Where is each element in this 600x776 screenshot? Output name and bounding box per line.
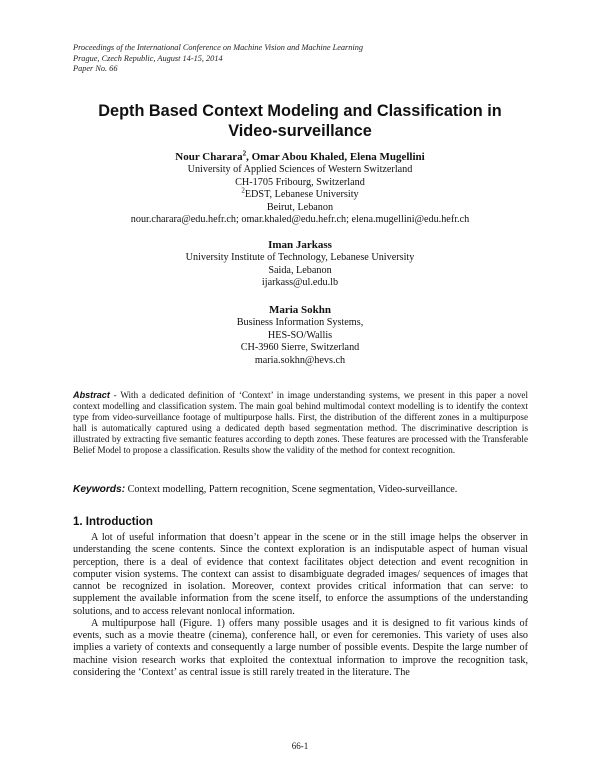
abstract-label: Abstract <box>73 390 110 400</box>
keywords <box>73 484 528 496</box>
keywords-label: Keywords: <box>73 484 126 495</box>
author-name-2: Iman Jarkass <box>268 239 332 251</box>
author-emails: nour.charara@edu.hefr.ch; omar.khaled@edu.hefr.ch; elena.mugellini@edu.hefr.ch <box>130 214 470 226</box>
paragraph: A lot of useful information that doesn’t appear in the scene or in the still image helps the observer in understanding the scene contents. Since the context exploration is an indisputable aspect of human visual perception, there is a deal of evidence that context facilitates object detection and event recognition in computer vision systems. The context can assist to disambiguate degraded images/ sequences of images that cannot be recognized in isolation. Moreover, context provides critical information that can serve: to supplement the available information from the scene itself, to enforce the assumptions of the understanding solutions, and to access relevant nonlocal information. <box>73 532 528 617</box>
author-email: maria.sokhn@hevs.ch <box>254 354 346 366</box>
paper-title <box>60 101 540 141</box>
header-line-paper-no: Paper No. 66 <box>73 64 118 73</box>
affiliation-line: University Institute of Technology, Lebanese University <box>185 252 415 263</box>
page-number: 66-1 <box>291 741 309 751</box>
author-block-3 <box>60 304 540 367</box>
author-name-3: Maria Sokhn <box>268 304 332 316</box>
affiliation-line: Business Information Systems, <box>236 317 364 328</box>
title-line-1: Depth Based Context Modeling and Classification in <box>98 102 502 120</box>
paragraph: A multipurpose hall (Figure. 1) offers many possible usages and it is designed to fit various kinds of events, such as a movie theatre (cinema), conference hall, or even for ceremonies. This variety of uses also implies a variety of contexts and consequently a large number of possible events. Despite the large number of machine vision research works that exploited the contextual information to improve the recognition task, considering the ‘Context’ as central issue is still rarely treated in the literature. The <box>73 617 528 678</box>
affiliation-line: Beirut, Lebanon <box>266 201 334 213</box>
affiliation-line: CH-1705 Fribourg, Switzerland <box>235 176 365 188</box>
affiliation-line: University of Applied Sciences of Western Switzerland <box>187 164 413 175</box>
proceedings-header <box>73 43 363 75</box>
author-names-1: Nour Charara$^2$, Omar Abou Khaled, Elena Mugellini <box>175 149 425 163</box>
abstract-text: - With a dedicated definition of ‘Context’ in image understanding systems, we present in this paper a novel context modelling and classification system. The main goal behind multimodal context modelling is to identify the context type from video-surveillance footage of multipurpose halls. First, the distribution of the different zones in a multipurpose hall is automatically captured using a dedicated depth based segmentation method. The discriminative description is illustrated by extracting five semantic features according to depth zones. These features are processed with the Transferable Belief Model to propose a classification. Results show the validity of the method for context recognition. <box>73 390 528 456</box>
author-block-1 <box>60 151 540 227</box>
header-line-location: Prague, Czech Republic, August 14-15, 2014 <box>73 53 223 63</box>
keywords-text: Context modelling, Pattern recognition, Scene segmentation, Video-surveillance. <box>125 484 458 495</box>
header-line-conference: Proceedings of the International Conference on Machine Vision and Machine Learning <box>73 43 364 52</box>
affiliation-line: $^2$EDST, Lebanese University <box>241 186 359 201</box>
affiliation-line: Saida, Lebanon <box>268 264 332 276</box>
introduction-body <box>73 532 528 679</box>
title-line-2: Video-surveillance <box>228 122 372 140</box>
affiliation-line: HES-SO/Wallis <box>267 329 333 341</box>
abstract <box>73 390 528 457</box>
author-email: ijarkass@ul.edu.lb <box>261 277 339 289</box>
author-block-2 <box>60 239 540 290</box>
affiliation-line: CH-3960 Sierre, Switzerland <box>240 342 360 354</box>
section-heading-introduction: 1. Introduction <box>73 516 153 528</box>
